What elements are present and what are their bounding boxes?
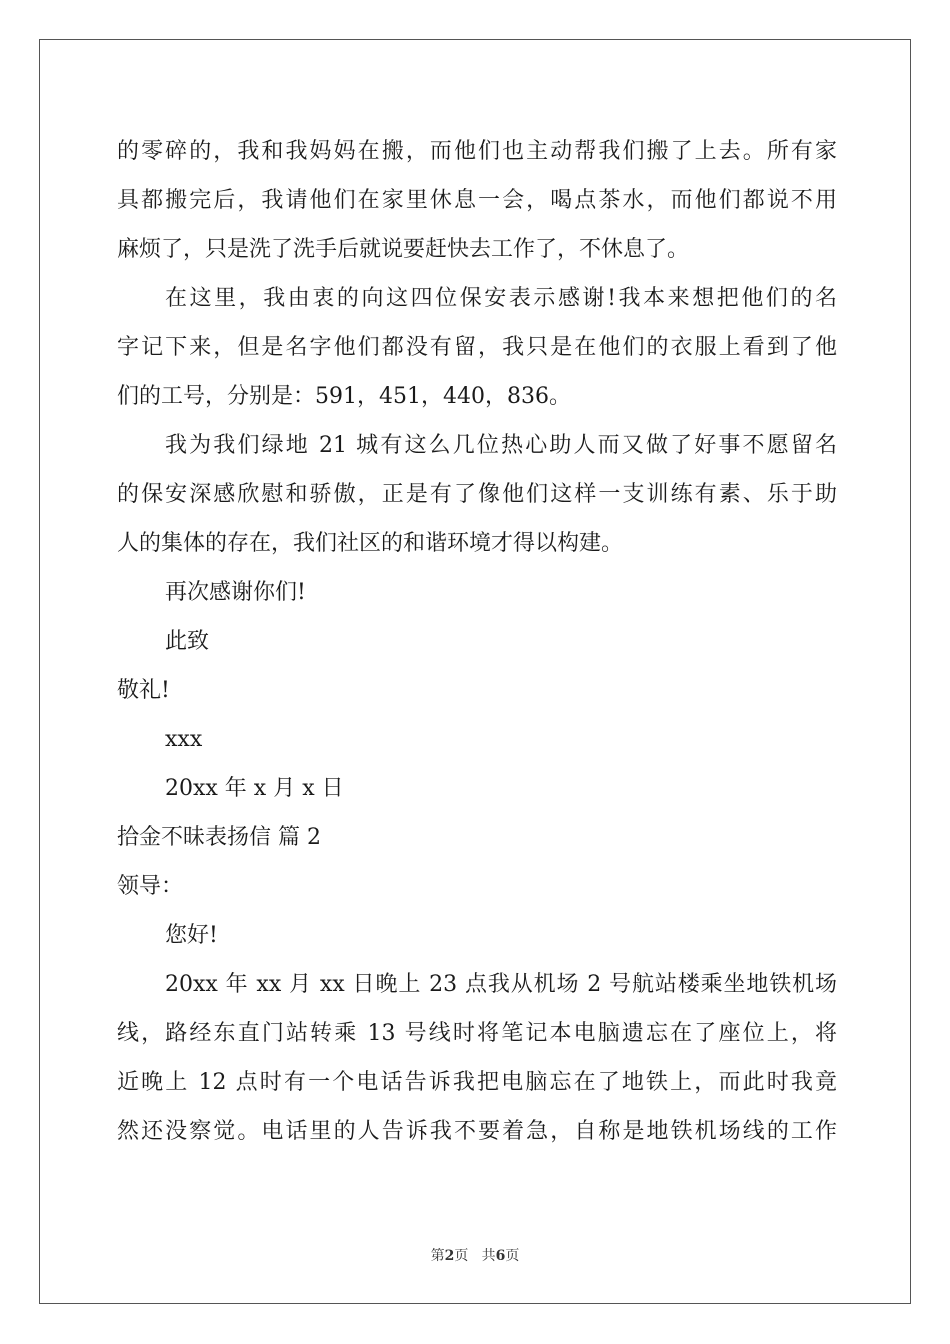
text-line: 的零碎的，我和我妈妈在搬，而他们也主动帮我们搬了上去。所有家 [117, 139, 837, 164]
text-line: 我为我们绿地 21 城有这么几位热心助人而又做了好事不愿留名 [165, 433, 837, 458]
text-line: 领导： [117, 874, 184, 899]
text-line: 敬礼! [117, 678, 170, 703]
text-line: 的保安深感欣慰和骄傲，正是有了像他们这样一支训练有素、乐于助 [117, 482, 837, 507]
text-line: 您好! [165, 923, 218, 948]
text-line: 再次感谢你们! [165, 580, 306, 605]
total-suffix: 页 [505, 1248, 520, 1264]
text-line: 此致 [165, 629, 210, 654]
text-line: 拾金不昧表扬信 篇 2 [117, 825, 321, 850]
page-suffix: 页 [454, 1248, 469, 1264]
text-line: 具都搬完后，我请他们在家里休息一会，喝点茶水，而他们都说不用 [117, 188, 837, 213]
total-prefix: 共 [481, 1248, 496, 1264]
text-line: 20xx 年 xx 月 xx 日晚上 23 点我从机场 2 号航站楼乘坐地铁机场 [165, 972, 837, 997]
text-line: 然还没察觉。电话里的人告诉我不要着急，自称是地铁机场线的工作 [117, 1119, 837, 1144]
page-prefix: 第 [430, 1248, 445, 1264]
text-line: 人的集体的存在，我们社区的和谐环境才得以构建。 [117, 531, 624, 556]
text-line: xxx [165, 727, 203, 752]
page-footer [0, 1245, 950, 1265]
total-pages: 6 [495, 1248, 506, 1264]
text-line: 线，路经东直门站转乘 13 号线时将笔记本电脑遗忘在了座位上，将 [117, 1021, 837, 1046]
text-line: 们的工号，分别是：591，451，440，836。 [117, 384, 571, 409]
text-line: 字记下来，但是名字他们都没有留，我只是在他们的衣服上看到了他 [117, 335, 837, 360]
text-line: 麻烦了，只是洗了洗手后就说要赶快去工作了，不休息了。 [117, 237, 690, 262]
text-line: 近晚上 12 点时有一个电话告诉我把电脑忘在了地铁上，而此时我竟 [117, 1070, 837, 1095]
document-body [117, 127, 837, 1156]
text-line: 在这里，我由衷的向这四位保安表示感谢!我本来想把他们的名 [165, 286, 837, 311]
page-number: 2 [444, 1248, 455, 1264]
text-line: 20xx 年 x 月 x 日 [165, 776, 344, 801]
